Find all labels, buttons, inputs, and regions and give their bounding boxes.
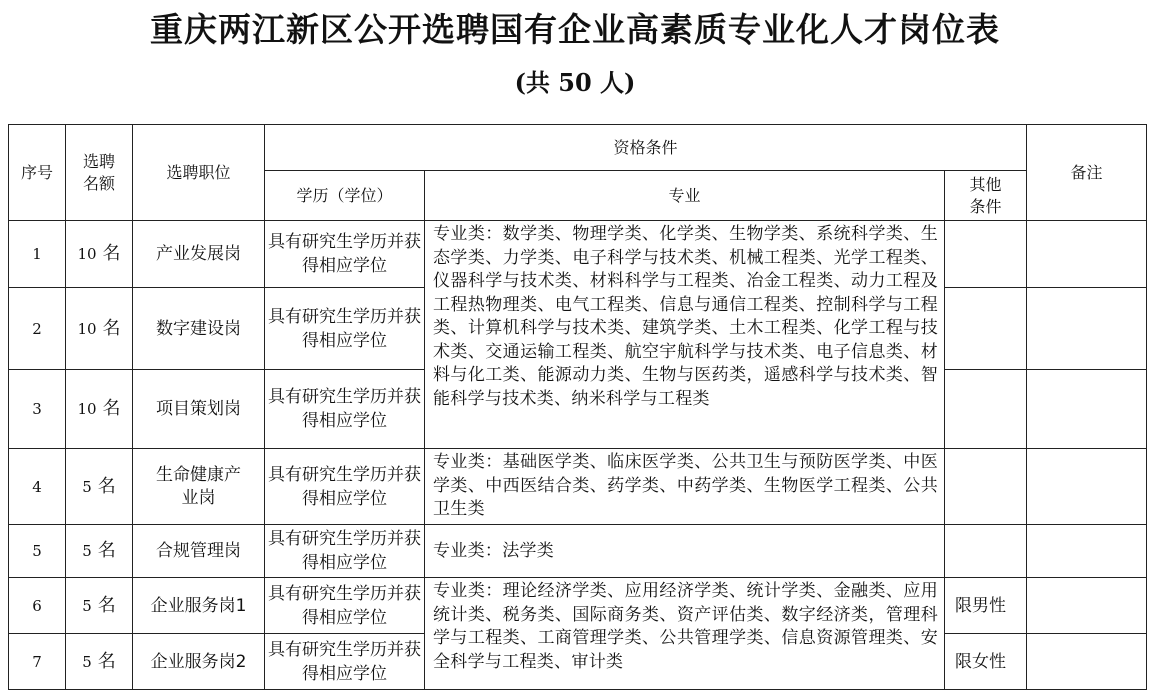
row-education: 具有研究生学历并获得相应学位 <box>265 634 425 690</box>
header-row <box>9 125 1147 171</box>
row-quota: $^{10}$ 名 <box>66 288 133 370</box>
row-education: 具有研究生学历并获得相应学位 <box>265 578 425 634</box>
row-position: 企业服务岗2 <box>133 634 265 690</box>
row-remark <box>1027 634 1147 690</box>
row-other <box>945 370 1027 449</box>
table-row <box>9 578 1147 634</box>
row-seq: 1 <box>9 221 66 288</box>
row-quota: $^5$ 名 <box>66 578 133 634</box>
row-education: 具有研究生学历并获得相应学位 <box>265 525 425 578</box>
document-title: 重庆两江新区公开选聘国有企业高素质专业化人才岗位表 <box>150 10 1000 49</box>
row-remark <box>1027 449 1147 525</box>
table-row <box>9 525 1147 578</box>
row-position: 合规管理岗 <box>133 525 265 578</box>
row-other <box>945 221 1027 288</box>
row-quota: $^5$ 名 <box>66 634 133 690</box>
row-remark <box>1027 578 1147 634</box>
header-major: 专业 <box>425 171 945 221</box>
row-seq: 4 <box>9 449 66 525</box>
table-row <box>9 449 1147 525</box>
row-education: 具有研究生学历并获得相应学位 <box>265 449 425 525</box>
row-seq: 2 <box>9 288 66 370</box>
row-seq: 3 <box>9 370 66 449</box>
row-education: 具有研究生学历并获得相应学位 <box>265 370 425 449</box>
row-position: 生命健康产业岗 <box>133 449 265 525</box>
row-education: 具有研究生学历并获得相应学位 <box>265 288 425 370</box>
row-remark <box>1027 525 1147 578</box>
row-position: 数字建设岗 <box>133 288 265 370</box>
row-other <box>945 449 1027 525</box>
positions-table <box>8 124 1147 690</box>
row-major-group-c: 专业类：法学类 <box>425 525 945 578</box>
row-other <box>945 288 1027 370</box>
row-remark <box>1027 288 1147 370</box>
row-other: 限女性 <box>945 634 1027 690</box>
row-quota: $^{10}$ 名 <box>66 370 133 449</box>
row-remark <box>1027 221 1147 288</box>
header-remark: 备注 <box>1027 125 1147 221</box>
row-major-group-b: 专业类：基础医学类、临床医学类、公共卫生与预防医学类、中医学类、中西医结合类、药学类、中药学类、生物医学工程类、公共卫生类 <box>425 449 945 525</box>
row-major-group-d: 专业类：理论经济学类、应用经济学类、统计学类、金融类、应用统计类、税务类、国际商务类、资产评估类、数字经济类，管理科学与工程类、工商管理学类、公共管理学类、信息资源管理类、安全科学与工程类、审计类 <box>425 578 945 690</box>
row-position: 项目策划岗 <box>133 370 265 449</box>
row-seq: 5 <box>9 525 66 578</box>
header-position: 选聘职位 <box>133 125 265 221</box>
row-remark <box>1027 370 1147 449</box>
row-position: 产业发展岗 <box>133 221 265 288</box>
table-row <box>9 221 1147 288</box>
header-other: 其他条件 <box>945 171 1027 221</box>
row-major-group-a: 专业类：数学类、物理学类、化学类、生物学类、系统科学类、生态学类、力学类、电子科学与技术类、机械工程类、光学工程类、仪器科学与技术类、材料科学与工程类、冶金工程类、动力工程及工程热物理类、电气工程类、信息与通信工程类、控制科学与工程类、计算机科学与技术类、建筑学类、土木工程类、化学工程与技术类、交通运输工程类、航空宇航科学与技术类、电子信息类、材料与化工类、能源动力类、生物与医药类，遥感科学与技术类、智能科学与技术类、纳米科学与工程类 <box>425 221 945 449</box>
row-other <box>945 525 1027 578</box>
header-seq: 序号 <box>9 125 66 221</box>
row-quota: $^5$ 名 <box>66 449 133 525</box>
row-other: 限男性 <box>945 578 1027 634</box>
row-seq: 7 <box>9 634 66 690</box>
row-position: 企业服务岗1 <box>133 578 265 634</box>
row-quota: $^5$ 名 <box>66 525 133 578</box>
document-subtitle: (共 50 人) <box>514 68 636 97</box>
header-qualifications: 资格条件 <box>265 125 1027 171</box>
row-education: 具有研究生学历并获得相应学位 <box>265 221 425 288</box>
row-seq: 6 <box>9 578 66 634</box>
row-quota: $^{10}$ 名 <box>66 221 133 288</box>
header-quota: 选聘名额 <box>66 125 133 221</box>
header-education: 学历（学位） <box>265 171 425 221</box>
